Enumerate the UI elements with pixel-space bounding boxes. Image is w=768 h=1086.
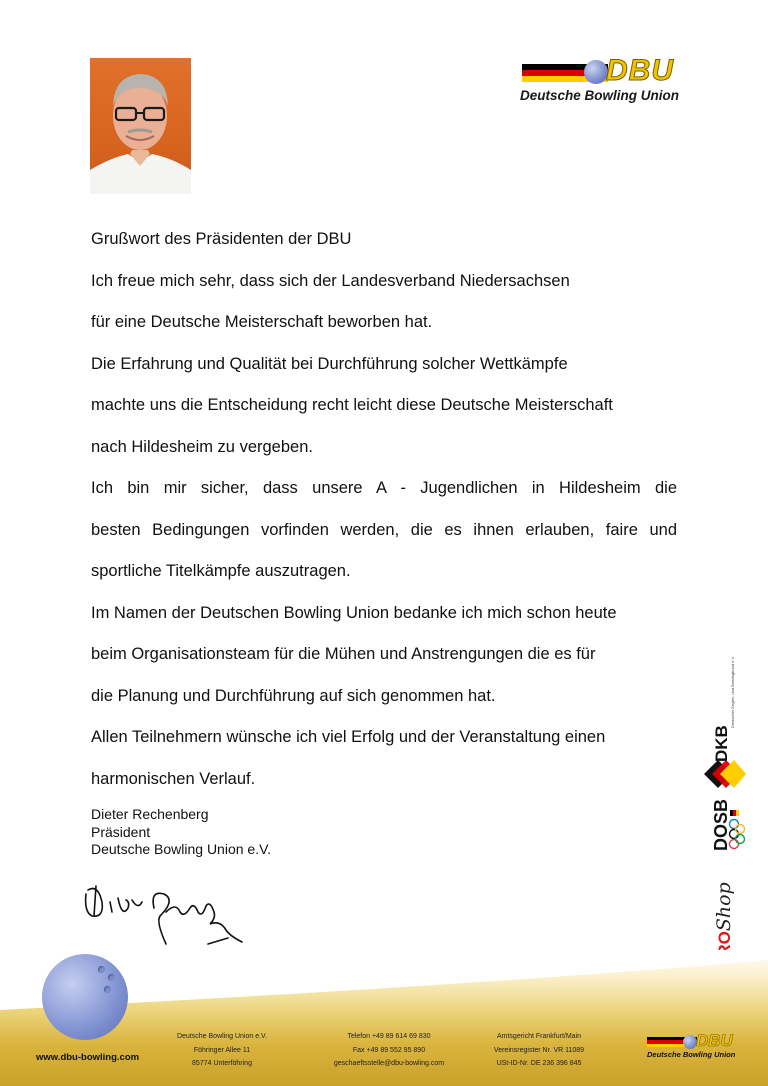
dbu-logo-name: Deutsche Bowling Union [520,88,680,103]
letter-line: Ich freue mich sehr, dass sich der Landesverband Niedersachsen [91,271,570,290]
handwritten-signature [80,872,250,957]
dosb-logo-text: DOSB [711,798,731,851]
signer-name: Dieter Rechenberg [91,806,209,822]
footer-address [172,1030,272,1071]
signer-role: Präsident [91,823,151,840]
letter-line: Die Erfahrung und Qualität bei Durchführung solcher Wettkämpfe [91,354,568,373]
dbu-logo [518,54,682,106]
proshop-shop: Shop [713,882,735,932]
letter-line: machte uns die Entscheidung recht leicht diese Deutsche Meisterschaft [91,396,613,414]
dkb-logo-icon [704,760,746,788]
footer-contact [322,1030,456,1071]
footer-registry [482,1030,596,1071]
dbu-logo-small [645,1031,737,1064]
letter-line: Allen Teilnehmern wünsche ich viel Erfolg und der Veranstaltung einen [91,728,606,746]
footer-register: Vereinsregister Nr. VR 11089 [493,1046,585,1054]
letter-line: Im Namen der Deutschen Bowling Union bedanke ich mich schon heute [91,603,617,622]
letter-line: die Planung und Durchführung auf sich genommen hat. [91,686,496,705]
letter-line: beim Organisationsteam für die Mühen und Anstrengungen die es für [91,645,596,663]
letter-line: nach Hildesheim zu vergeben. [91,437,313,456]
website-url[interactable]: www.dbu-bowling.com [36,1052,140,1063]
footer-org: Deutsche Bowling Union e.V. [176,1033,268,1040]
letter-line: sportliche Titelkämpfe auszutragen. [91,562,351,580]
dbu-logo-abbr: DBU [696,1031,733,1050]
footer-fax: Fax +49 89 552 95 890 [352,1046,426,1054]
dkb-logo-text: DKB [712,725,731,762]
signer-org: Deutsche Bowling Union e.V. [91,841,272,857]
letter-line: für eine Deutsche Meisterschaft beworben hat. [91,313,433,331]
bowling-ball-icon [683,1035,697,1049]
dbu-logo-name: Deutsche Bowling Union [647,1050,736,1059]
footer-court: Amtsgericht Frankfurt/Main [496,1033,582,1040]
dbu-logo-abbr: DBU [606,54,674,87]
president-photo [90,58,191,194]
dkb-logo-subtitle: Deutscher Kegler- und Bowlingbund e.V. [730,656,735,728]
letter-line: harmonischen Verlauf. [91,769,256,788]
letter-body [91,229,677,810]
footer-city: 85774 Unterföhring [192,1060,252,1067]
footer-email[interactable]: geschaeftsstelle@dbu-bowling.com [333,1060,445,1067]
footer-vat: USt-ID-Nr. DE 236 396 845 [496,1060,582,1067]
signer-block [91,806,271,859]
footer-phone: Telefon +49 89 614 69 830 [347,1033,431,1040]
bowling-ball-icon [42,954,128,1040]
footer-street: Föhringer Allee 11 [193,1046,251,1054]
letter-title: Grußwort des Präsidenten der DBU [91,230,352,248]
bowling-ball-icon [584,60,608,84]
letter-line: besten Bedingungen vorfinden werden, die es ihnen erlauben, faire und [91,520,677,539]
letter-line: Ich bin mir sicher, dass unsere A - Jugendlichen in Hildesheim die [91,479,677,497]
